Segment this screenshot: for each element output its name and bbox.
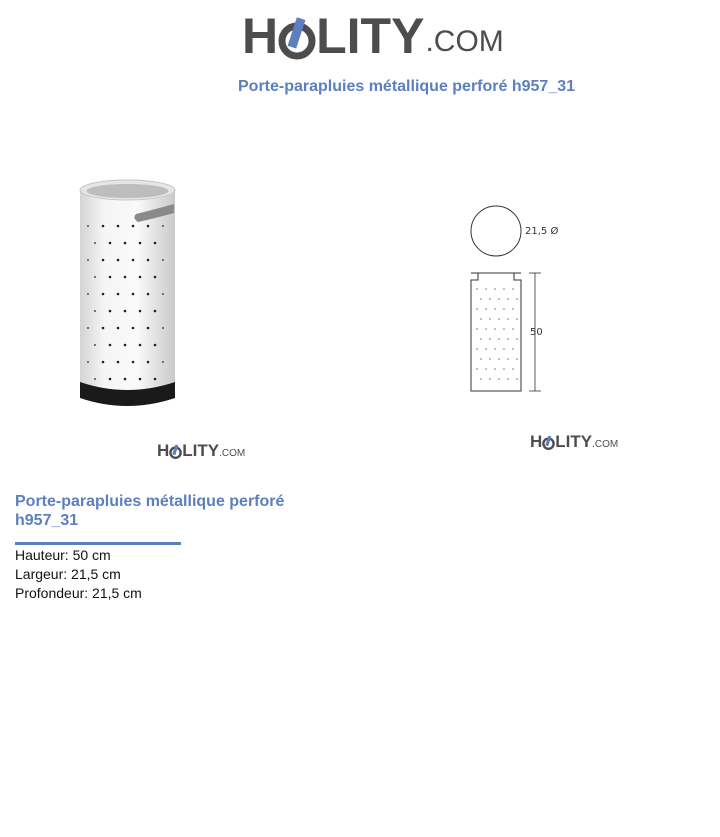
holity-logo-product[interactable] [157,442,245,460]
logo-suffix-com: .COM [425,25,504,58]
logo-letter-h: H [530,432,543,451]
spec-row-hauteur: Hauteur: 50 cm [15,547,111,563]
diameter-label: 21,5 Ø [525,226,559,237]
logo-ring-icon [169,444,182,460]
logo-suffix-com: .COM [592,439,619,450]
spec-list [15,546,142,603]
logo-letters-lity: LITY [316,8,425,64]
logo-ring-icon [278,16,316,62]
page-title: Porte-parapluies métallique perforé h957_31 [238,78,576,95]
spec-row-largeur: Largeur: 21,5 cm [15,566,121,582]
top-view-circle [471,206,521,256]
spec-title: Porte-parapluies métallique perforé h957_31 [15,493,285,529]
logo-letter-h: H [242,8,279,64]
logo-letters-lity: LITY [555,432,593,451]
side-view-outline [471,273,521,391]
height-label: 50 [530,327,543,338]
logo-letters-lity: LITY [182,441,220,460]
spec-divider [15,542,181,545]
technical-drawing [462,197,572,402]
logo-ring-icon [542,435,555,451]
spec-row-profondeur: Profondeur: 21,5 cm [15,585,142,601]
holity-logo-drawing[interactable] [530,433,618,451]
holity-logo-header[interactable] [242,10,504,62]
logo-suffix-com: .COM [219,448,246,459]
logo-letter-h: H [157,441,170,460]
product-image [70,170,185,420]
